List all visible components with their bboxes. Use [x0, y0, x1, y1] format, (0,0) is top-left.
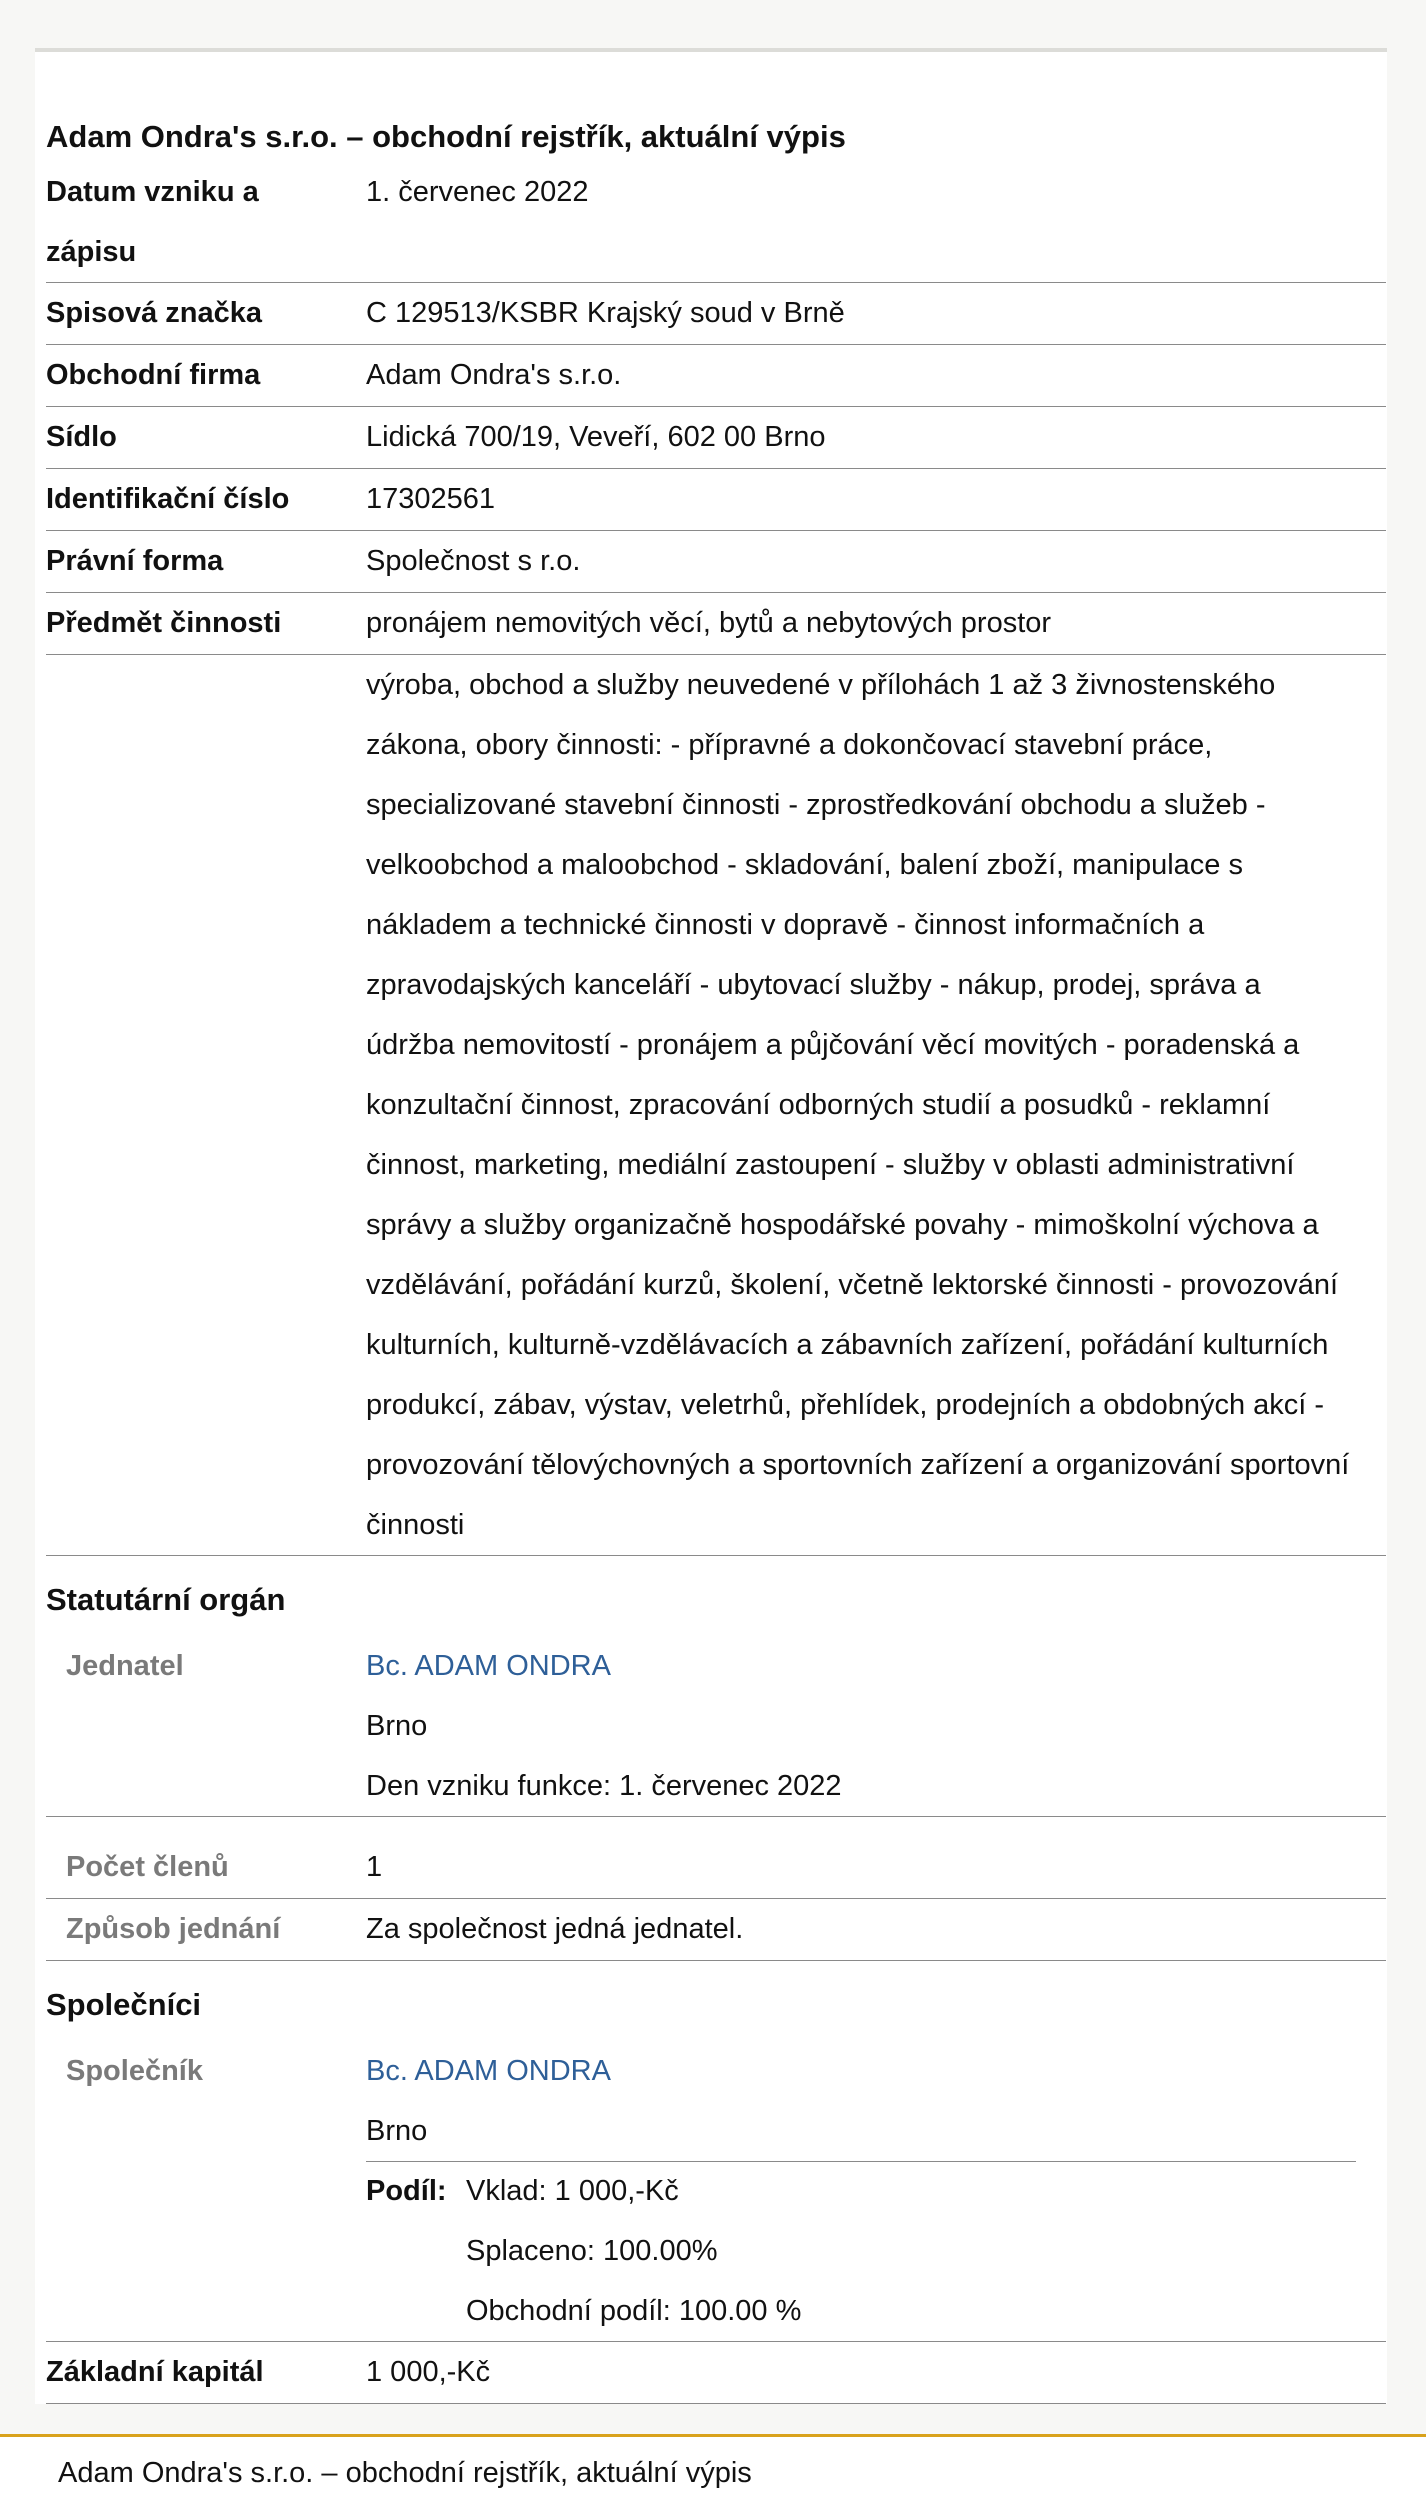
row-value: Lidická 700/19, Veveří, 602 00 Brno — [366, 421, 826, 453]
activity-text-line: činnost, marketing, mediální zastoupení - služby v oblasti administrativní — [366, 1149, 1295, 1181]
splaceno: Splaceno: 100.00% — [466, 2235, 718, 2267]
activity-text-line: údržba nemovitostí - pronájem a půjčování věcí movitých - poradenská a — [366, 1029, 1300, 1061]
row-pocet-clenu — [46, 1837, 1386, 1899]
row-zpusob-jednani — [46, 1899, 1386, 1961]
row-jednatel — [46, 1636, 1386, 1817]
row-value: 17302561 — [366, 483, 496, 515]
obchodni-podil: Obchodní podíl: 100.00 % — [466, 2295, 802, 2327]
person-function-since: Den vzniku funkce: 1. červenec 2022 — [366, 1770, 842, 1802]
person-link[interactable]: Bc. ADAM ONDRA — [366, 2055, 611, 2087]
register-extract — [46, 100, 1386, 2404]
row-label — [46, 162, 356, 282]
activity-text-line: provozování tělovýchovných a sportovních zařízení a organizování sportovní — [366, 1449, 1350, 1481]
row-value: Za společnost jedná jednatel. — [366, 1913, 744, 1945]
activity-text-line: zákona, obory činnosti: - přípravné a dokončovací stavební práce, — [366, 729, 1213, 761]
divider — [366, 2161, 1356, 2162]
row-label: Počet členů — [66, 1851, 229, 1883]
activity-text-line: výroba, obchod a služby neuvedené v přílohách 1 až 3 živnostenského — [366, 669, 1276, 701]
row-label: Sídlo — [46, 421, 117, 453]
row-value: C 129513/KSBR Krajský soud v Brně — [366, 297, 845, 329]
row-value — [366, 2041, 1386, 2161]
row-label-line: Datum vzniku a — [46, 176, 259, 208]
row-zakladni-kapital — [46, 2342, 1386, 2404]
row-value: 1. červenec 2022 — [366, 176, 589, 208]
row-predmet-cinnosti-2 — [46, 655, 1386, 1556]
row-label: Způsob jednání — [66, 1913, 281, 1945]
row-sidlo — [46, 407, 1386, 469]
row-value — [366, 1636, 1386, 1816]
person-city: Brno — [366, 2115, 428, 2147]
podil-label: Podíl: — [366, 2175, 447, 2207]
row-label: Společník — [66, 2055, 203, 2087]
footer-bar — [0, 2434, 1426, 2513]
vklad: Vklad: 1 000,-Kč — [466, 2175, 679, 2207]
podil-values — [466, 2161, 1386, 2341]
row-pravni-forma — [46, 531, 1386, 593]
row-label: Identifikační číslo — [46, 483, 290, 515]
footer-title: Adam Ondra's s.r.o. – obchodní rejstřík, aktuální výpis — [58, 2457, 752, 2489]
row-value: 1 000,-Kč — [366, 2356, 491, 2388]
person-link[interactable]: Bc. ADAM ONDRA — [366, 1650, 611, 1682]
activity-text-line: produkcí, zábav, výstav, veletrhů, přehlídek, prodejních a obdobných akcí - — [366, 1389, 1325, 1421]
row-label-line: zápisu — [46, 236, 137, 268]
row-value-multiline — [366, 655, 1386, 1555]
row-label: Spisová značka — [46, 297, 262, 329]
activity-text-line: správy a služby organizačně hospodářské povahy - mimoškolní výchova a — [366, 1209, 1319, 1241]
row-spisova-znacka — [46, 283, 1386, 345]
section-heading-statutarni: Statutární orgán — [46, 1582, 286, 1617]
row-value: pronájem nemovitých věcí, bytů a nebytových prostor — [366, 607, 1052, 639]
row-label: Právní forma — [46, 545, 224, 577]
activity-text-line: konzultační činnost, zpracování odborných studií a posudků - reklamní — [366, 1089, 1271, 1121]
activity-text-line: činnosti — [366, 1509, 465, 1541]
activity-text-line: specializované stavební činnosti - zprostředkování obchodu a služeb - — [366, 789, 1266, 821]
section-heading-spolecnici: Společníci — [46, 1987, 202, 2022]
page-title: Adam Ondra's s.r.o. – obchodní rejstřík, aktuální výpis — [46, 119, 846, 154]
podil-block — [46, 2161, 1386, 2341]
row-ico — [46, 469, 1386, 531]
row-value: Adam Ondra's s.r.o. — [366, 359, 622, 391]
activity-text-line: velkoobchod a maloobchod - skladování, balení zboží, manipulace s — [366, 849, 1243, 881]
activity-text-line: vzdělávání, pořádání kurzů, školení, včetně lektorské činnosti - provozování — [366, 1269, 1339, 1301]
row-spolecnik — [46, 2041, 1386, 2342]
row-datum-vzniku — [46, 162, 1386, 283]
row-obchodni-firma — [46, 345, 1386, 407]
row-label: Jednatel — [66, 1650, 184, 1682]
activity-text-line: nákladem a technické činnosti v dopravě - činnost informačních a — [366, 909, 1205, 941]
person-city: Brno — [366, 1710, 428, 1742]
row-value: 1 — [366, 1851, 383, 1883]
row-value: Společnost s r.o. — [366, 545, 581, 577]
row-label: Předmět činnosti — [46, 607, 282, 639]
row-label: Obchodní firma — [46, 359, 261, 391]
register-extract-card — [35, 48, 1387, 2404]
row-label: Základní kapitál — [46, 2356, 264, 2388]
activity-text-line: kulturních, kulturně-vzdělávacích a zábavních zařízení, pořádání kulturních — [366, 1329, 1329, 1361]
row-predmet-cinnosti — [46, 593, 1386, 655]
activity-text-line: zpravodajských kanceláří - ubytovací služby - nákup, prodej, správa a — [366, 969, 1261, 1001]
